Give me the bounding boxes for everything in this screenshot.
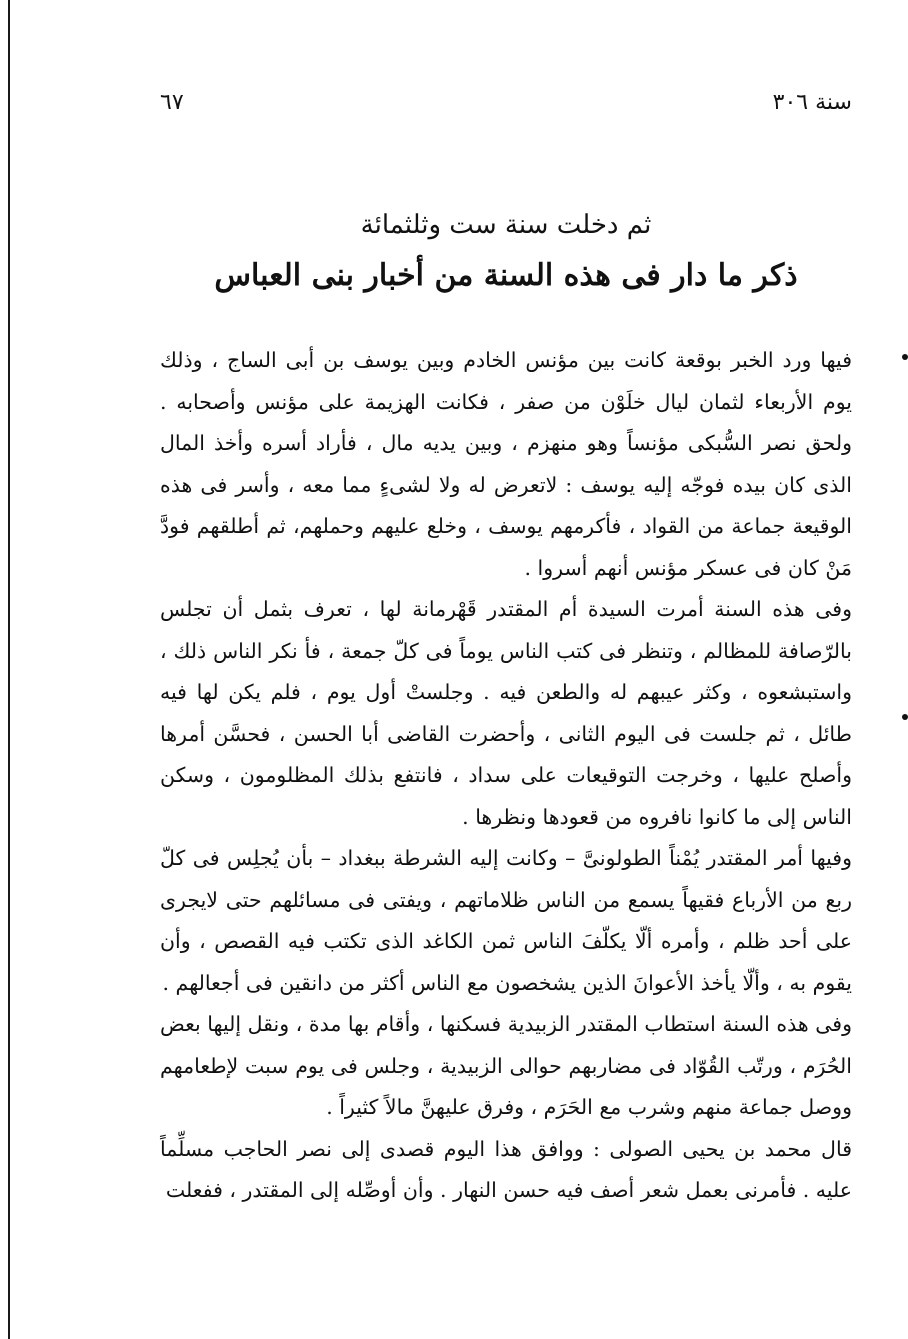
page-number: ٦٧ [160,89,184,115]
section-title: ذكر ما دار فى هذه السنة من أخبار بنى العباس [214,258,798,293]
paragraph: قال محمد بن يحيى الصولى : ووافق هذا اليوم قصدى إلى نصر الحاجب مسلِّماً عليه . فأمرنى بعمل شعر أصف فيه حسن النهار . وأن أوصِّله إلى المقتدر ، ففعلت [160,1136,852,1202]
paragraph: وفيها أمر المقتدر يُمْناً الطولونىَّ – وكانت إليه الشرطة ببغداد – بأن يُجلِس فى كلّ ربع من الأرباع فقيهاً يسمع من الناس ظلاماتهم ، ويفتى فى مسائلهم حتى لايجرى على أحد ظلم ، وأمره ألّا يكلّفَ الناس ثمن الكاغد الذى تكتب فيه القصص ، وأن يقوم به ، وألّا يأخذ الأعوانَ الذين يشخصون مع الناس أكثر من دانقين فى أجعالهم . [160,846,852,995]
chapter-title: ثم دخلت سنة ست وثلثمائة [360,210,652,240]
paragraph: وفى هذه السنة استطاب المقتدر الزبيدية فسكنها ، وأقام بها مدة ، ونقل إليها بعض الحُرَم ، ورتّب القُوّاد فى مضاربهم حوالى الزبيدية ، وجلس فى يوم سبت لإطعامهم ووصل جماعة منهم وشرب مع الحَرَم ، وفرق عليهنَّ مالاً كثيراً . [160,1012,852,1119]
paragraph: وفى هذه السنة أمرت السيدة أم المقتدر قَهْرمانة لها ، تعرف بثمل أن تجلس بالرّصافة للمظالم ، وتنظر فى كتب الناس يوماً فى كلّ جمعة ، فأ نكر الناس ذلك ، واستبشعوه ، وكثر عيبهم له والطعن فيه . وجلستْ أول يوم ، فلم يكن لها فيه طائل ، ثم جلست فى اليوم الثانى ، وأحضرت القاضى أبا الحسن ، فحسَّن أمرها وأصلح عليها ، وخرجت التوقيعات على سداد ، فانتفع بذلك المظلومون ، وسكن الناس إلى ما كانوا نافروه من قعودها ونظرها . [160,597,852,829]
running-title: سنة ٣٠٦ [772,89,852,115]
body-text [160,340,852,1212]
page-header [160,84,852,120]
margin-mark [902,354,908,360]
page-binding-rule [8,0,10,1339]
paragraph: فيها ورد الخبر بوقعة كانت بين مؤنس الخادم وبين يوسف بن أبى الساج ، وذلك يوم الأربعاء لثمان ليال خلَوْن من صفر ، فكانت الهزيمة على مؤنس وأصحابه . ولحق نصر السُّبكى مؤنساً وهو منهزم ، وبين يديه مال ، فأراد أسره وأخذ المال الذى كان بيده فوجّه إليه يوسف : لاتعرض له ولا لشىءٍ مما معه ، وأسر فى هذه الوقيعة جماعة من القواد ، فأكرمهم يوسف ، وخلع عليهم وحملهم، ثم أطلقهم فودَّ مَنْ كان فى عسكر مؤنس أنهم أسروا . [160,348,852,580]
margin-mark [902,714,908,720]
